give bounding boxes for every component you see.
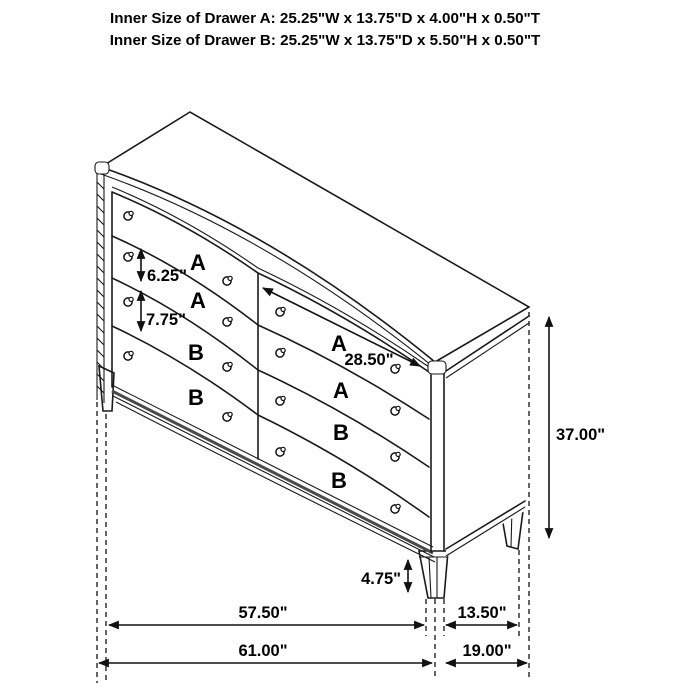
knob	[276, 348, 285, 357]
dim-depth-inner	[446, 604, 517, 625]
dim-overall-depth	[446, 642, 527, 663]
dim-label-13-50: 13.50"	[457, 604, 507, 622]
drawer-letter-labels	[188, 250, 349, 493]
knob	[223, 317, 232, 326]
knob	[391, 406, 400, 415]
front-right-leg	[419, 551, 448, 598]
dim-overall-height	[549, 317, 605, 538]
dim-label-6-25: 6.25"	[147, 267, 187, 285]
knob	[223, 412, 232, 421]
knob	[124, 297, 133, 306]
right-drawer-label-3: B	[333, 420, 349, 445]
left-drawer-label-1: A	[190, 250, 206, 275]
knob	[276, 307, 285, 316]
left-drawer-label-4: B	[188, 385, 204, 410]
bottom-rail	[112, 385, 435, 562]
left-side-edge	[95, 162, 109, 403]
knob	[124, 211, 133, 220]
knob	[223, 362, 232, 371]
left-drawer-label-3: B	[188, 340, 204, 365]
dim-drawer-b-height	[141, 291, 186, 331]
knob	[223, 276, 232, 285]
dim-label-4-75: 4.75"	[361, 570, 401, 588]
knob	[124, 252, 133, 261]
knob	[276, 396, 285, 405]
knob	[276, 447, 285, 456]
front-right-corner-cap	[428, 361, 446, 374]
dim-leg-height	[361, 560, 408, 592]
dim-label-28-50: 28.50"	[344, 351, 394, 369]
right-drawer-label-1: A	[331, 331, 347, 356]
dim-drawer-a-height	[141, 249, 187, 285]
header-line-1: Inner Size of Drawer A: 25.25"W x 13.75"D x 4.00"H x 0.50"T	[109, 10, 541, 27]
knob	[391, 452, 400, 461]
header-line-2: Inner Size of Drawer B: 25.25"W x 13.75"D x 5.50"H x 0.50"T	[109, 32, 541, 49]
front-right-corner-post	[428, 361, 446, 552]
dim-overall-width	[99, 642, 432, 663]
dim-front-width-inner	[109, 604, 424, 625]
dim-label-37-00: 37.00"	[556, 426, 606, 444]
knob	[391, 504, 400, 513]
dresser-top	[101, 112, 529, 369]
dim-label-61-00: 61.00"	[238, 642, 288, 660]
left-drawer-label-2: A	[190, 288, 206, 313]
right-drawer-label-4: B	[331, 468, 347, 493]
knob	[124, 351, 133, 360]
dim-label-57-50: 57.50"	[238, 604, 288, 622]
right-drawer-label-2: A	[333, 378, 349, 403]
left-edge-hatching	[97, 182, 104, 393]
dim-label-19-00: 19.00"	[462, 642, 512, 660]
dim-label-7-75: 7.75"	[146, 311, 186, 329]
front-left-corner-cap	[95, 162, 109, 174]
